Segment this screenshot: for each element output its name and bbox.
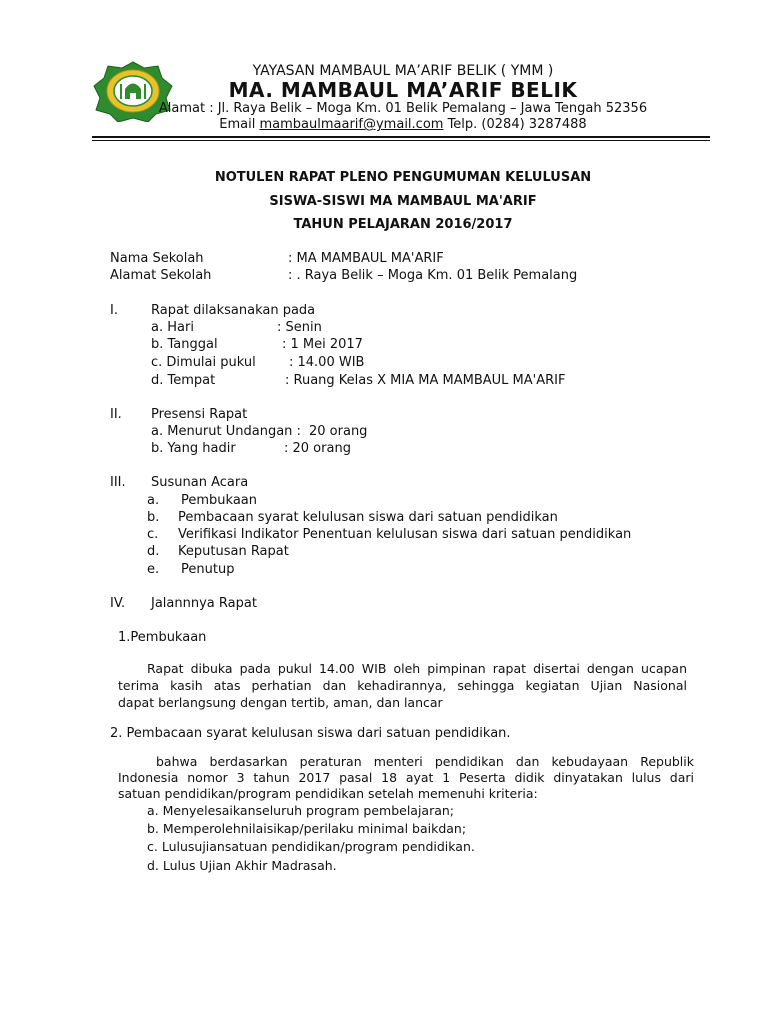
phone-number: Telp. (0284) 3287488 — [447, 117, 587, 132]
header-divider-thick — [92, 136, 710, 138]
header-divider-thin — [92, 140, 710, 141]
syarat-line-2: Indonesia nomor 3 tahun 2017 pasal 18 ayat 1 Peserta didik dinyatakan lulus dari — [118, 770, 694, 785]
acara-letter: e. — [147, 562, 160, 577]
school-address: Alamat : Jl. Raya Belik – Moga Km. 01 Belik Pemalang – Jawa Tengah 52356 — [158, 101, 648, 116]
acara-item: Keputusan Rapat — [178, 544, 289, 559]
acara-letter: d. — [147, 544, 160, 559]
acara-letter: a. — [147, 493, 160, 508]
acara-item: Pembukaan — [181, 493, 258, 508]
tanggal-label: b. Tanggal — [151, 337, 218, 352]
mulai-value: : 14.00 WIB — [289, 355, 365, 370]
undangan-label: a. Menurut Undangan : — [151, 424, 301, 439]
title-line-3: TAHUN PELAJARAN 2016/2017 — [293, 217, 513, 232]
nama-sekolah-value: : MA MAMBAUL MA'ARIF — [288, 251, 444, 266]
section-1-number: I. — [110, 303, 118, 318]
pembukaan-heading: 1.Pembukaan — [118, 630, 207, 645]
school-name: MA. MAMBAUL MA’ARIF BELIK — [228, 78, 578, 102]
mulai-label: c. Dimulai pukul — [151, 355, 256, 370]
section-4-number: IV. — [110, 596, 126, 611]
foundation-name: YAYASAN MAMBAUL MA’ARIF BELIK ( YMM ) — [252, 63, 554, 79]
section-2-title: Presensi Rapat — [151, 407, 248, 422]
tempat-label: d. Tempat — [151, 373, 216, 388]
section-3-title: Susunan Acara — [151, 475, 249, 490]
kriteria-item: b. Memperolehnilaisikap/perilaku minimal baikdan; — [147, 821, 467, 836]
acara-letter: b. — [147, 510, 160, 525]
syarat-line-1: bahwa berdasarkan peraturan menteri pendidikan dan kebudayaan Republik — [156, 754, 694, 769]
syarat-heading: 2. Pembacaan syarat kelulusan siswa dari satuan pendidikan. — [110, 726, 511, 741]
kriteria-item: d. Lulus Ujian Akhir Madrasah. — [147, 858, 337, 873]
undangan-value: 20 orang — [309, 424, 368, 439]
acara-letter: c. — [147, 527, 159, 542]
email-label: Email — [219, 117, 256, 132]
nama-sekolah-label: Nama Sekolah — [110, 251, 204, 266]
syarat-line-3: satuan pendidikan/program pendidikan setelah memenuhi kriteria: — [118, 786, 538, 801]
section-4-title: Jalannnya Rapat — [151, 596, 257, 611]
acara-item: Pembacaan syarat kelulusan siswa dari satuan pendidikan — [178, 510, 558, 525]
kriteria-item: c. Lulusujiansatuan pendidikan/program pendidikan. — [147, 839, 475, 854]
pembukaan-line-2: terima kasih atas perhatian dan kehadirannya, sehingga kegiatan Ujian Nasional — [118, 678, 687, 693]
alamat-sekolah-value: : . Raya Belik – Moga Km. 01 Belik Pemalang — [288, 268, 578, 283]
hari-value: : Senin — [277, 320, 322, 335]
acara-item: Verifikasi Indikator Penentuan kelulusan siswa dari satuan pendidikan — [178, 527, 632, 542]
section-2-number: II. — [110, 407, 122, 422]
section-3-number: III. — [110, 475, 126, 490]
contact-line — [0, 117, 768, 132]
hadir-value: : 20 orang — [284, 441, 351, 456]
tanggal-value: : 1 Mei 2017 — [282, 337, 363, 352]
title-line-1: NOTULEN RAPAT PLENO PENGUMUMAN KELULUSAN — [214, 170, 592, 185]
kriteria-item: a. Menyelesaikanseluruh program pembelajaran; — [147, 803, 455, 818]
pembukaan-line-1: Rapat dibuka pada pukul 14.00 WIB oleh pimpinan rapat disertai dengan ucapan — [147, 661, 687, 676]
alamat-sekolah-label: Alamat Sekolah — [110, 268, 212, 283]
email-link[interactable]: mambaulmaarif@ymail.com — [259, 117, 444, 132]
pembukaan-line-3: dapat berlangsung dengan tertib, aman, dan lancar — [118, 695, 443, 710]
hari-label: a. Hari — [151, 320, 194, 335]
hadir-label: b. Yang hadir — [151, 441, 236, 456]
acara-item: Penutup — [181, 562, 235, 577]
section-1-title: Rapat dilaksanakan pada — [151, 303, 316, 318]
title-line-2: SISWA-SISWI MA MAMBAUL MA'ARIF — [269, 194, 537, 209]
tempat-value: : Ruang Kelas X MIA MA MAMBAUL MA'ARIF — [285, 373, 566, 388]
